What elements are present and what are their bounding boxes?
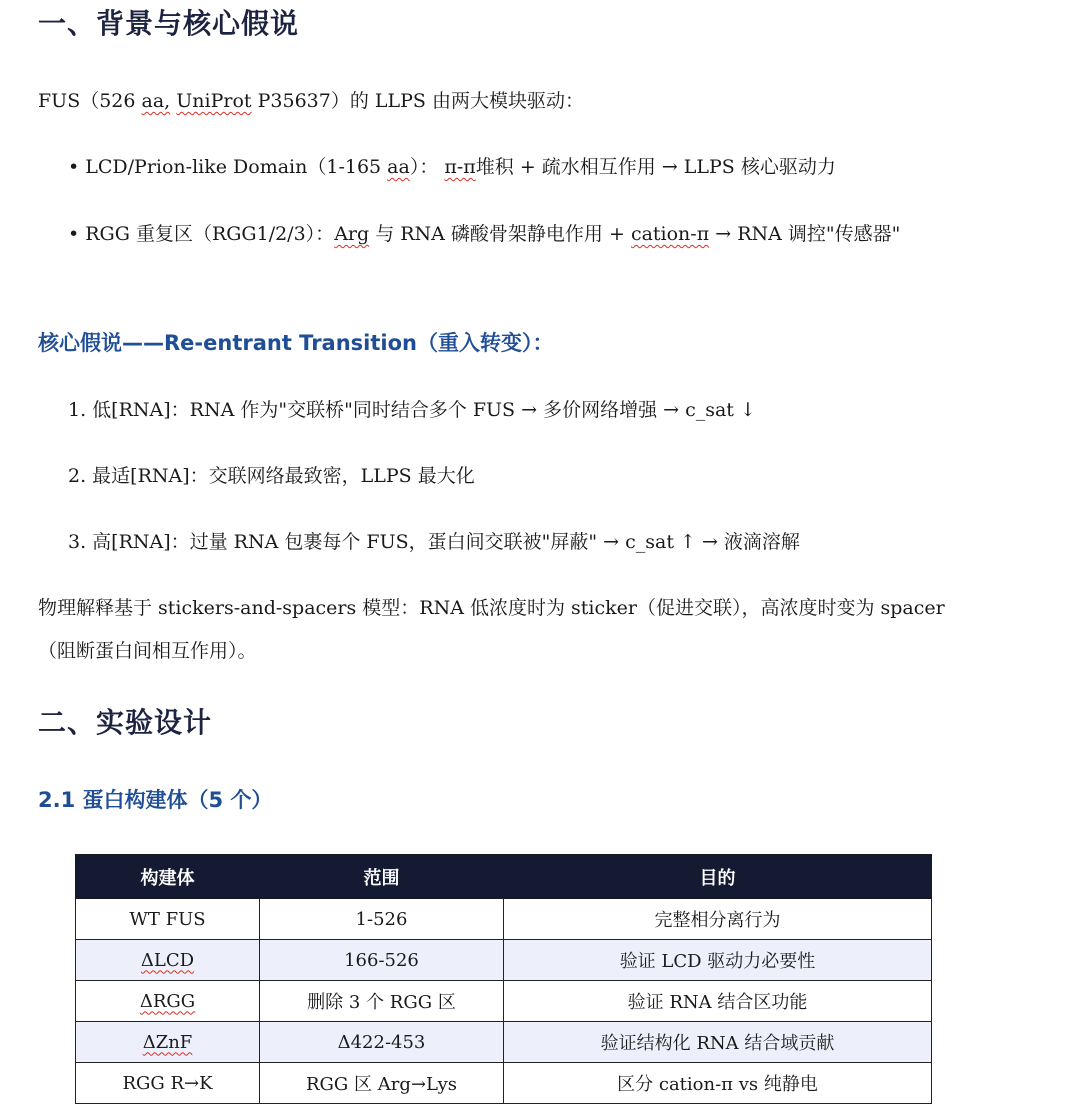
bullet-rgg-text-3: → RNA 调控"传感器": [709, 223, 901, 245]
hypothesis-item-3: 3. 高[RNA]：过量 RNA 包裹每个 FUS，蛋白间交联被"屏蔽" → c_sat ↑ → 液滴溶解: [68, 531, 800, 553]
intro-text-3: P35637）的 LLPS 由两大模块驱动：: [251, 90, 584, 112]
bullet-rgg: [68, 213, 968, 255]
cell-range: Δ422-453: [260, 1022, 504, 1063]
cell-construct-text: ΔLCD: [140, 949, 195, 971]
bullet-lcd-text-3: 堆积 + 疏水相互作用 → LLPS 核心驱动力: [475, 156, 836, 178]
cell-construct: [76, 1022, 260, 1063]
cell-purpose: 验证 LCD 驱动力必要性: [504, 940, 932, 981]
bullet-lcd-text-2: ）：: [409, 156, 445, 178]
header-construct: 构建体: [76, 855, 260, 899]
cell-range: RGG 区 Arg→Lys: [260, 1063, 504, 1104]
bullet-lcd-text-1: • LCD/Prion-like Domain（1-165: [68, 156, 388, 178]
hypothesis-item-1: 1. 低[RNA]：RNA 作为"交联桥"同时结合多个 FUS → 多价网络增强 → c_sat ↓: [68, 399, 756, 421]
section-2-heading: 二、实验设计: [38, 706, 213, 739]
intro-text-1: FUS（526: [38, 90, 142, 112]
intro-paragraph: [38, 86, 584, 116]
header-range: 范围: [260, 855, 504, 899]
cell-construct: [76, 981, 260, 1022]
constructs-table: [75, 854, 932, 1104]
cell-construct-text: ΔRGG: [139, 990, 196, 1012]
hypothesis-item-2: 2. 最适[RNA]：交联网络最致密，LLPS 最大化: [68, 465, 475, 487]
table-row: [76, 1063, 932, 1104]
table-row: [76, 981, 932, 1022]
bullet-lcd: [68, 152, 836, 182]
intro-uniprot: UniProt: [176, 90, 252, 112]
table-row: [76, 940, 932, 981]
cell-construct: RGG R→K: [76, 1063, 260, 1104]
physics-paragraph: 物理解释基于 stickers-and-spacers 模型：RNA 低浓度时为 sticker（促进交联），高浓度时变为 spacer（阻断蛋白间相互作用）。: [38, 597, 945, 662]
cell-construct-text: ΔZnF: [142, 1031, 193, 1053]
cell-purpose: 区分 cation-π vs 纯静电: [504, 1063, 932, 1104]
constructs-subheading: 2.1 蛋白构建体（5 个）: [38, 788, 273, 812]
cell-range: 1-526: [260, 899, 504, 940]
section-1-heading: 一、背景与核心假说: [38, 7, 300, 40]
bullet-rgg-arg: Arg: [334, 223, 370, 245]
cell-construct: [76, 940, 260, 981]
cell-purpose: 验证 RNA 结合区功能: [504, 981, 932, 1022]
table-row: [76, 899, 932, 940]
cell-construct: WT FUS: [76, 899, 260, 940]
cell-purpose: 验证结构化 RNA 结合域贡献: [504, 1022, 932, 1063]
bullet-rgg-text-2: 与 RNA 磷酸骨架静电作用 +: [369, 223, 631, 245]
header-purpose: 目的: [504, 855, 932, 899]
intro-aa: aa,: [141, 90, 171, 112]
cell-purpose: 完整相分离行为: [504, 899, 932, 940]
table-header-row: [76, 855, 932, 899]
bullet-rgg-text-1: • RGG 重复区（RGG1/2/3）：: [68, 223, 335, 245]
bullet-rgg-cation: cation-π: [630, 223, 710, 245]
bullet-lcd-aa: aa: [387, 156, 410, 178]
cell-range: 166-526: [260, 940, 504, 981]
cell-range: 删除 3 个 RGG 区: [260, 981, 504, 1022]
table-row: [76, 1022, 932, 1063]
bullet-lcd-pipi: π-π: [444, 156, 476, 178]
hypothesis-heading: 核心假说——Re-entrant Transition（重入转变）：: [38, 331, 554, 355]
